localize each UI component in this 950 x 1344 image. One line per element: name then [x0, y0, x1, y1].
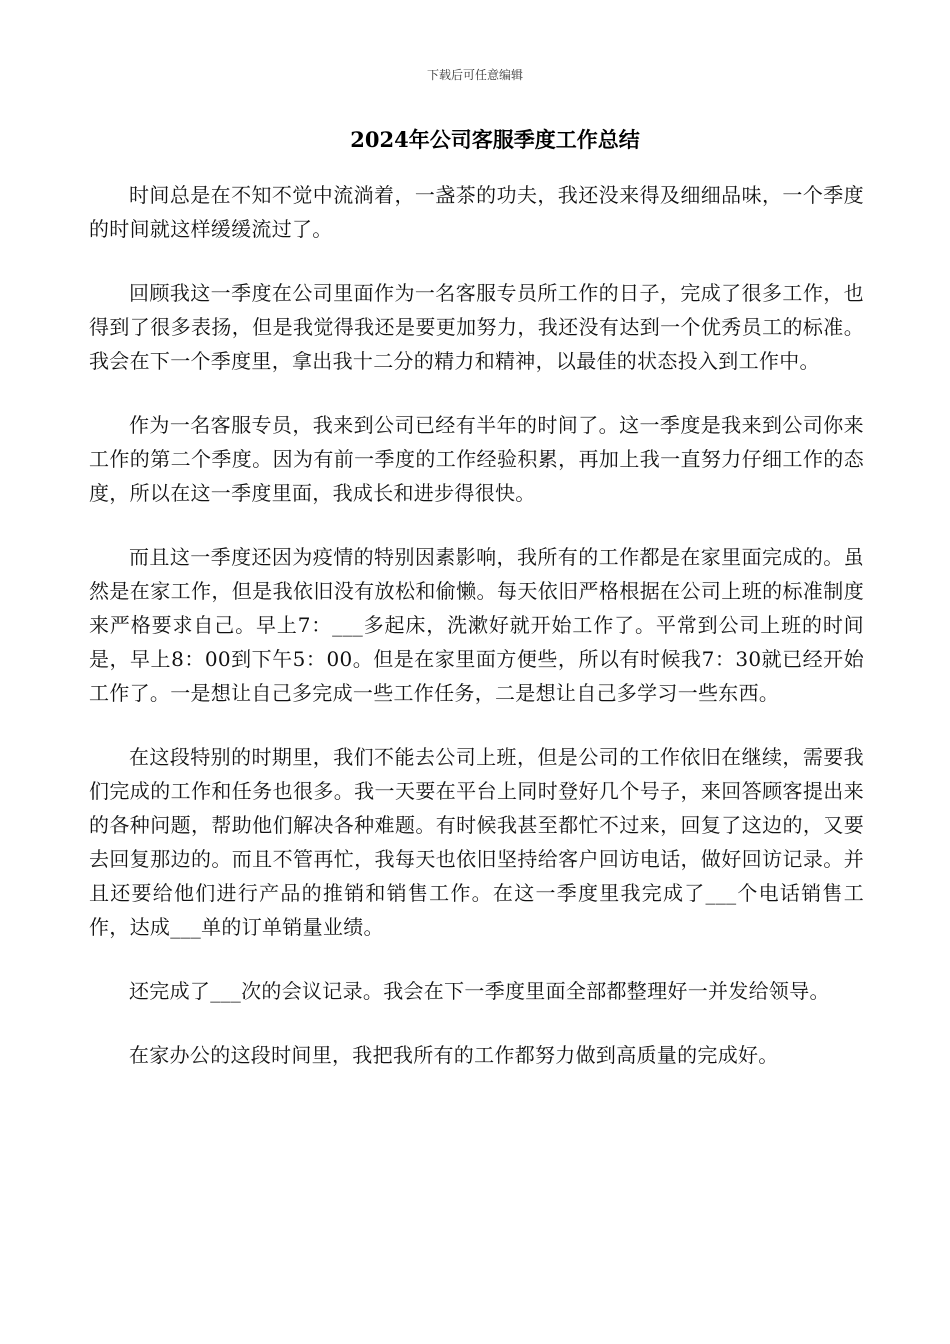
paragraph-1: 时间总是在不知不觉中流淌着，一盏茶的功夫，我还没来得及细细品味，一个季度的时间就这样缓缓流过了。 [89, 183, 864, 241]
header-note: 下载后可任意编辑 [426, 68, 523, 82]
paragraph-2: 回顾我这一季度在公司里面作为一名客服专员所工作的日子，完成了很多工作，也得到了很多表扬，但是我觉得我还是要更加努力，我还没有达到一个优秀员工的标准。我会在下一个季度里，拿出我十二分的精力和精神，以最佳的状态投入到工作中。 [89, 281, 864, 373]
document-title: 2024年公司客服季度工作总结 [350, 127, 640, 152]
paragraph-5: 在这段特别的时期里，我们不能去公司上班，但是公司的工作依旧在继续，需要我们完成的工作和任务也很多。我一天要在平台上同时登好几个号子，来回答顾客提出来的各种问题，帮助他们解决各种难题。有时候我甚至都忙不过来，回复了这边的，又要去回复那边的。而且不管再忙，我每天也依旧坚持给客户回访电话，做好回访记录。并且还要给他们进行产品的推销和销售工作。在这一季度里我完成了___个电话销售工作，达成___单的订单销量业绩。 [89, 745, 864, 939]
paragraph-6: 还完成了___次的会议记录。我会在下一季度里面全部都整理好一并发给领导。 [129, 979, 830, 1003]
paragraph-7: 在家办公的这段时间里，我把我所有的工作都努力做到高质量的完成好。 [129, 1043, 779, 1067]
document-body [89, 178, 864, 1102]
paragraph-4: 而且这一季度还因为疫情的特别因素影响，我所有的工作都是在家里面完成的。虽然是在家工作，但是我依旧没有放松和偷懒。每天依旧严格根据在公司上班的标准制度来严格要求自己。早上7：___多起床，洗漱好就开始工作了。平常到公司上班的时间是，早上8：00到下午5：00。但是在家里面方便些，所以有时候我7：30就已经开始工作了。一是想让自己多完成一些工作任务，二是想让自己多学习一些东西。 [89, 545, 864, 705]
paragraph-3: 作为一名客服专员，我来到公司已经有半年的时间了。这一季度是我来到公司你来工作的第二个季度。因为有前一季度的工作经验积累，再加上我一直努力仔细工作的态度，所以在这一季度里面，我成长和进步得很快。 [89, 413, 864, 505]
